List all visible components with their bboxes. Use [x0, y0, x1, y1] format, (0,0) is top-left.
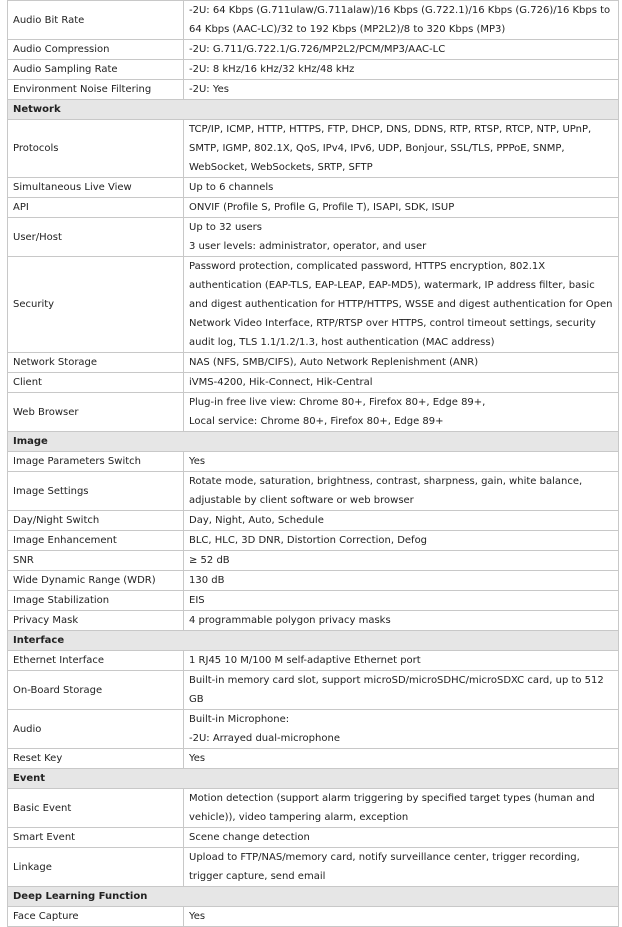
spec-value-line: Yes [189, 753, 206, 764]
spec-label: Day/Night Switch [8, 511, 184, 531]
section-header [8, 887, 619, 907]
spec-table [7, 0, 619, 927]
spec-label: Image Settings [8, 472, 184, 511]
spec-value [184, 353, 619, 373]
spec-value-line: ≥ 52 dB [189, 555, 230, 566]
spec-label: Security [8, 257, 184, 353]
spec-value-line: Motion detection (support alarm triggering by specified target types (human and vehicle)), video tampering alarm, exception [189, 793, 595, 823]
section-header [8, 432, 619, 452]
spec-row [8, 178, 619, 198]
section-title: Image [8, 432, 619, 452]
spec-value-line: BLC, HLC, 3D DNR, Distortion Correction, Defog [189, 535, 428, 546]
spec-value-line: Day, Night, Auto, Schedule [189, 515, 324, 526]
spec-row [8, 571, 619, 591]
spec-value [184, 848, 619, 887]
spec-value-line: iVMS-4200, Hik-Connect, Hik-Central [189, 377, 373, 388]
spec-row [8, 749, 619, 769]
spec-row [8, 40, 619, 60]
spec-row [8, 353, 619, 373]
spec-value [184, 373, 619, 393]
spec-row [8, 710, 619, 749]
spec-value [184, 828, 619, 848]
spec-value [184, 511, 619, 531]
spec-row [8, 907, 619, 927]
spec-value-line: Scene change detection [189, 832, 310, 843]
spec-row [8, 472, 619, 511]
spec-row [8, 452, 619, 472]
spec-label: On-Board Storage [8, 671, 184, 710]
spec-label: Network Storage [8, 353, 184, 373]
spec-value-line: 4 programmable polygon privacy masks [189, 615, 391, 626]
spec-value [184, 452, 619, 472]
spec-value [184, 789, 619, 828]
spec-row [8, 60, 619, 80]
spec-value [184, 257, 619, 353]
spec-value-line: -2U: G.711/G.722.1/G.726/MP2L2/PCM/MP3/AAC-LC [189, 44, 446, 55]
spec-value-line: Up to 32 users [189, 222, 262, 233]
spec-row [8, 828, 619, 848]
spec-label: Smart Event [8, 828, 184, 848]
spec-label: Linkage [8, 848, 184, 887]
spec-label: SNR [8, 551, 184, 571]
spec-value-line: 3 user levels: administrator, operator, and user [189, 241, 427, 252]
spec-value-line: ONVIF (Profile S, Profile G, Profile T), ISAPI, SDK, ISUP [189, 202, 455, 213]
spec-value [184, 472, 619, 511]
spec-row [8, 511, 619, 531]
spec-row [8, 591, 619, 611]
spec-label: Wide Dynamic Range (WDR) [8, 571, 184, 591]
spec-value-line: 130 dB [189, 575, 225, 586]
spec-value [184, 671, 619, 710]
spec-value [184, 393, 619, 432]
section-title: Interface [8, 631, 619, 651]
spec-value [184, 531, 619, 551]
spec-label: User/Host [8, 218, 184, 257]
spec-value-line: TCP/IP, ICMP, HTTP, HTTPS, FTP, DHCP, DNS, DDNS, RTP, RTSP, RTCP, NTP, UPnP, SMTP, IGMP, 802.1X, QoS, IPv4, IPv6, UDP, Bonjour, SSL/TLS, PPPoE, SNMP, WebSocket, WebSockets, SRTP, SFTP [189, 124, 592, 173]
spec-label: Reset Key [8, 749, 184, 769]
spec-value [184, 611, 619, 631]
spec-value-line: Yes [189, 456, 206, 467]
section-title: Event [8, 769, 619, 789]
spec-value [184, 651, 619, 671]
spec-value [184, 1, 619, 40]
spec-label: Simultaneous Live View [8, 178, 184, 198]
spec-row [8, 531, 619, 551]
spec-value [184, 551, 619, 571]
spec-label: Audio [8, 710, 184, 749]
spec-label: Basic Event [8, 789, 184, 828]
spec-row [8, 393, 619, 432]
spec-value-line: NAS (NFS, SMB/CIFS), Auto Network Replenishment (ANR) [189, 357, 479, 368]
spec-label: Audio Compression [8, 40, 184, 60]
spec-row [8, 1, 619, 40]
spec-label: Protocols [8, 120, 184, 178]
spec-value-line: -2U: Arrayed dual-microphone [189, 733, 340, 744]
spec-label: Client [8, 373, 184, 393]
spec-value [184, 749, 619, 769]
spec-value-line: Plug-in free live view: Chrome 80+, Firefox 80+, Edge 89+, [189, 397, 486, 408]
spec-row [8, 257, 619, 353]
section-title: Deep Learning Function [8, 887, 619, 907]
spec-row [8, 651, 619, 671]
spec-row [8, 611, 619, 631]
spec-table-body [8, 1, 619, 927]
spec-row [8, 848, 619, 887]
spec-value [184, 60, 619, 80]
spec-label: Environment Noise Filtering [8, 80, 184, 100]
spec-value-line: -2U: 8 kHz/16 kHz/32 kHz/48 kHz [189, 64, 355, 75]
spec-row [8, 551, 619, 571]
spec-value [184, 571, 619, 591]
spec-label: Ethernet Interface [8, 651, 184, 671]
spec-label: API [8, 198, 184, 218]
spec-value [184, 198, 619, 218]
spec-row [8, 789, 619, 828]
spec-label: Image Enhancement [8, 531, 184, 551]
spec-value [184, 80, 619, 100]
spec-row [8, 671, 619, 710]
spec-value-line: Local service: Chrome 80+, Firefox 80+, Edge 89+ [189, 416, 444, 427]
section-header [8, 769, 619, 789]
spec-value-line: Upload to FTP/NAS/memory card, notify surveillance center, trigger recording, trigger capture, send email [189, 852, 580, 882]
spec-value-line: Up to 6 channels [189, 182, 274, 193]
spec-value [184, 40, 619, 60]
spec-value-line: Built-in Microphone: [189, 714, 290, 725]
spec-row [8, 198, 619, 218]
spec-label: Image Parameters Switch [8, 452, 184, 472]
section-header [8, 631, 619, 651]
spec-value-line: EIS [189, 595, 205, 606]
spec-value-line: Built-in memory card slot, support microSD/microSDHC/microSDXC card, up to 512 GB [189, 675, 604, 705]
spec-row [8, 120, 619, 178]
spec-label: Audio Bit Rate [8, 1, 184, 40]
spec-value [184, 120, 619, 178]
spec-label: Face Capture [8, 907, 184, 927]
spec-label: Image Stabilization [8, 591, 184, 611]
section-title: Network [8, 100, 619, 120]
spec-label: Audio Sampling Rate [8, 60, 184, 80]
spec-value-line: Rotate mode, saturation, brightness, contrast, sharpness, gain, white balance, adjustable by client software or web browser [189, 476, 583, 506]
section-header [8, 100, 619, 120]
spec-value [184, 907, 619, 927]
spec-value-line: 1 RJ45 10 M/100 M self-adaptive Ethernet port [189, 655, 421, 666]
spec-value-line: -2U: 64 Kbps (G.711ulaw/G.711alaw)/16 Kbps (G.722.1)/16 Kbps (G.726)/16 Kbps to 64 Kbps (AAC-LC)/32 to 192 Kbps (MP2L2)/8 to 320 Kbps (MP3) [189, 5, 611, 35]
spec-value-line: -2U: Yes [189, 84, 229, 95]
spec-row [8, 218, 619, 257]
spec-value [184, 218, 619, 257]
spec-value-line: Yes [189, 911, 206, 922]
spec-row [8, 80, 619, 100]
spec-label: Web Browser [8, 393, 184, 432]
spec-value [184, 178, 619, 198]
spec-value [184, 591, 619, 611]
spec-value-line: Password protection, complicated password, HTTPS encryption, 802.1X authentication (EAP-TLS, EAP-LEAP, EAP-MD5), watermark, IP address filter, basic and digest authentication for HTTP/HTTPS, WSSE and digest authentication for Open Network Video Interface, RTP/RTSP over HTTPS, control timeout settings, security audit log, TLS 1.1/1.2/1.3, host authentication (MAC address) [189, 261, 613, 348]
spec-row [8, 373, 619, 393]
spec-value [184, 710, 619, 749]
spec-label: Privacy Mask [8, 611, 184, 631]
